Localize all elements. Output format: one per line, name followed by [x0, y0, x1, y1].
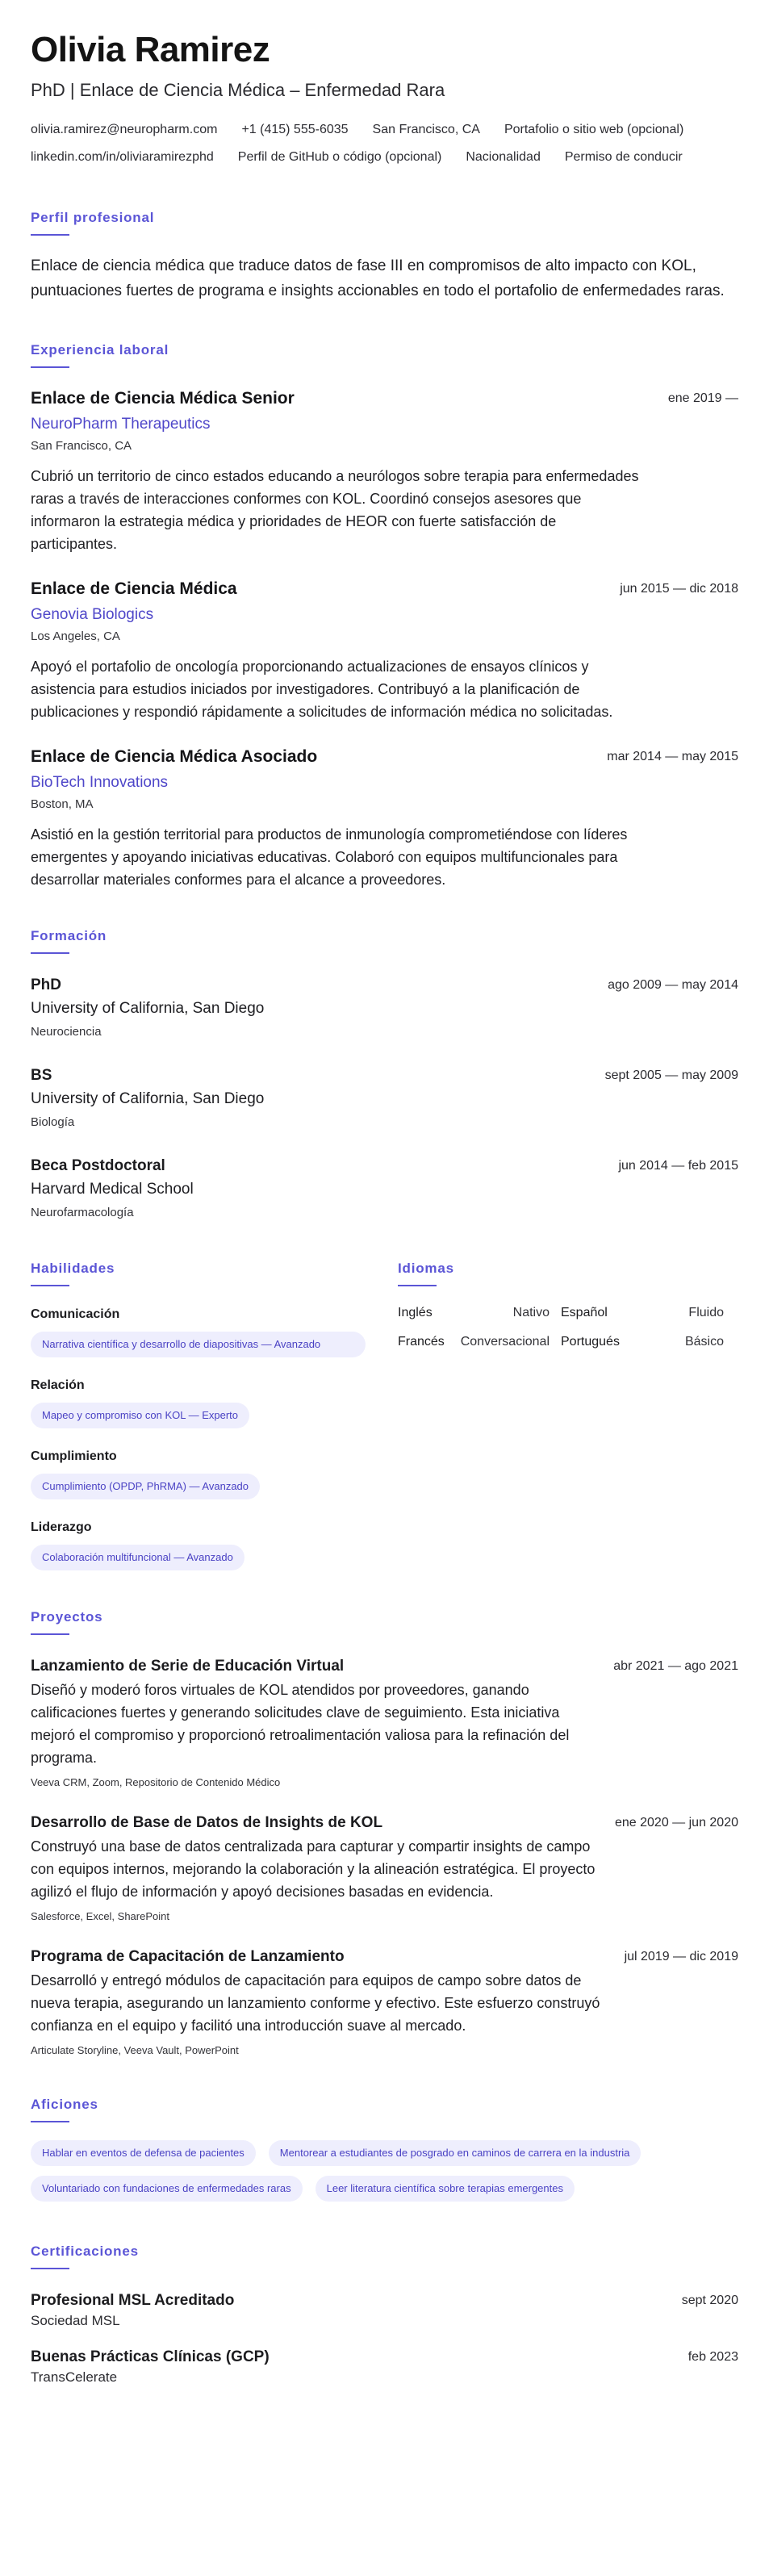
project-tools: Veeva CRM, Zoom, Repositorio de Contenido Médico	[31, 1776, 281, 1788]
company-name: NeuroPharm Therapeutics	[31, 416, 211, 433]
job-description: Cubrió un territorio de cinco estados educando a neurólogos sobre terapia para enfermedades raras a través de interacciones conformes con KOL. Coordinó consejos asesores que informaron la estrategia médica y prioridades de HEOR con fuerte satisfacción de participantes.	[31, 468, 639, 552]
education-date: ago 2009 — may 2014	[608, 978, 738, 992]
project-item	[31, 1947, 738, 2058]
language-level: Conversacional	[460, 1335, 550, 1349]
project-description: Desarrolló y entregó módulos de capacitación para equipos de campo sobre datos de nueva terapia, asegurando un lanzamiento conforme y efectivo. Este esfuerzo construyó confianza en el equipo y facilitó una introducción suave al mercado.	[31, 1972, 600, 2034]
education-date: jun 2014 — feb 2015	[618, 1159, 738, 1173]
field-of-study: Biología	[31, 1115, 75, 1129]
skills-section	[31, 1261, 398, 1570]
project-tools: Salesforce, Excel, SharePoint	[31, 1910, 169, 1922]
contact-list	[31, 116, 738, 171]
certification-name: Profesional MSL Acreditado	[31, 2292, 235, 2309]
languages-grid	[398, 1306, 737, 1349]
section-title: Perfil profesional	[31, 210, 155, 225]
degree: BS	[31, 1067, 52, 1084]
section-divider	[31, 952, 69, 954]
section-divider	[31, 2268, 69, 2269]
hobby-chip: Hablar en eventos de defensa de pacientes	[31, 2140, 256, 2166]
education-item	[31, 1065, 738, 1131]
certification-item	[31, 2347, 738, 2387]
contact-github[interactable]: Perfil de GitHub o código (opcional)	[237, 150, 442, 164]
experience-section	[31, 342, 738, 891]
job-title: Enlace de Ciencia Médica Asociado	[31, 747, 318, 766]
section-divider	[31, 1285, 69, 1286]
contact-phone[interactable]: +1 (415) 555-6035	[241, 123, 349, 136]
hobby-chip: Leer literatura científica sobre terapias emergentes	[316, 2176, 575, 2202]
skill-group	[31, 1448, 398, 1499]
skill-group	[31, 1306, 398, 1357]
job-title: Enlace de Ciencia Médica Senior	[31, 389, 295, 408]
project-description: Construyó una base de datos centralizada para capturar y compartir insights de campo con equipos internos, mejorando la colaboración y la alineación estratégica. El proyecto agilizó el flujo de información y apoyó decisiones basadas en evidencia.	[31, 1838, 596, 1900]
language-name: Español	[561, 1306, 608, 1319]
skill-category: Cumplimiento	[31, 1449, 117, 1463]
project-title: Desarrollo de Base de Datos de Insights de KOL	[31, 1814, 383, 1831]
section-title: Experiencia laboral	[31, 342, 169, 358]
project-item	[31, 1656, 738, 1790]
project-description: Diseñó y moderó foros virtuales de KOL atendidos por proveedores, ganando calificaciones fuertes y generando solicitudes clave de seguimiento. Esta iniciativa mejoró el compromiso y proporcionó retroalimentación valiosa para la refinación del programa.	[31, 1682, 570, 1766]
contact-location: San Francisco, CA	[372, 123, 480, 136]
job-date: jun 2015 — dic 2018	[620, 582, 738, 596]
field-of-study: Neurofarmacología	[31, 1206, 134, 1219]
contact-driving-license: Permiso de conducir	[564, 150, 683, 164]
school-name: University of California, San Diego	[31, 1090, 265, 1107]
candidate-name: Olivia Ramirez	[31, 30, 270, 69]
hobby-list	[31, 2140, 741, 2211]
skill-group	[31, 1519, 398, 1570]
section-title: Formación	[31, 928, 107, 943]
hobbies-section	[31, 2097, 738, 2211]
degree: Beca Postdoctoral	[31, 1157, 165, 1174]
language-level: Básico	[684, 1335, 724, 1349]
resume-header	[31, 29, 738, 171]
degree: PhD	[31, 976, 61, 993]
skill-chip: Colaboración multifuncional — Avanzado	[31, 1545, 244, 1570]
job-date: ene 2019 —	[667, 391, 738, 405]
contact-email[interactable]: olivia.ramirez@neuropharm.com	[31, 123, 218, 136]
skill-category: Liderazgo	[31, 1520, 92, 1534]
language-name: Portugués	[561, 1335, 620, 1349]
project-item	[31, 1813, 738, 1924]
experience-item	[31, 578, 738, 723]
section-title: Proyectos	[31, 1609, 103, 1625]
field-of-study: Neurociencia	[31, 1025, 102, 1039]
certification-date: feb 2023	[688, 2350, 738, 2364]
education-item	[31, 975, 738, 1041]
school-name: University of California, San Diego	[31, 1000, 265, 1017]
job-location: Los Angeles, CA	[31, 629, 120, 643]
job-date: mar 2014 — may 2015	[607, 750, 738, 763]
section-divider	[31, 234, 69, 236]
languages-section	[398, 1261, 737, 1570]
skill-chip: Mapeo y compromiso con KOL — Experto	[31, 1403, 249, 1428]
section-divider	[31, 2121, 69, 2122]
contact-nationality: Nacionalidad	[466, 150, 541, 164]
education-item	[31, 1156, 738, 1222]
skill-category: Relación	[31, 1378, 85, 1392]
certification-date: sept 2020	[681, 2294, 738, 2307]
certification-item	[31, 2290, 738, 2331]
skills-languages-row	[31, 1261, 738, 1570]
project-date: abr 2021 — ago 2021	[613, 1659, 738, 1673]
skill-category: Comunicación	[31, 1307, 120, 1321]
education-date: sept 2005 — may 2009	[604, 1068, 738, 1082]
certification-name: Buenas Prácticas Clínicas (GCP)	[31, 2348, 270, 2365]
language-name: Francés	[398, 1335, 445, 1349]
job-description: Asistió en la gestión territorial para productos de inmunología comprometiéndose con líderes emergentes y apoyando iniciativas educativas. Colaboró con equipos multifuncionales para desarrollar materiales conformes para el alcance a proveedores.	[31, 826, 628, 888]
section-title: Idiomas	[398, 1261, 454, 1276]
project-title: Lanzamiento de Serie de Educación Virtual	[31, 1658, 345, 1675]
hobby-chip: Voluntariado con fundaciones de enfermedades raras	[31, 2176, 303, 2202]
education-section	[31, 928, 738, 1222]
project-date: ene 2020 — jun 2020	[614, 1816, 738, 1830]
job-title: Enlace de Ciencia Médica	[31, 579, 237, 598]
project-tools: Articulate Storyline, Veeva Vault, PowerPoint	[31, 2044, 239, 2056]
language-name: Inglés	[398, 1306, 433, 1319]
section-divider	[31, 366, 69, 368]
section-divider	[31, 1633, 69, 1635]
experience-item	[31, 387, 738, 555]
language-level: Fluido	[688, 1306, 724, 1319]
experience-item	[31, 746, 738, 891]
language-level: Nativo	[512, 1306, 550, 1319]
job-location: San Francisco, CA	[31, 439, 132, 453]
job-description: Apoyó el portafolio de oncología proporcionando actualizaciones de ensayos clínicos y asistencia para estudios iniciados por investigadores. Contribuyó a la planificación de publicaciones y respondió rápidamente a solicitudes de información médica no solicitadas.	[31, 659, 613, 720]
contact-linkedin[interactable]: linkedin.com/in/oliviaramirezphd	[31, 150, 214, 164]
projects-section	[31, 1609, 738, 2058]
certifications-section	[31, 2244, 738, 2387]
company-name: BioTech Innovations	[31, 774, 169, 791]
hobby-chip: Mentorear a estudiantes de posgrado en caminos de carrera en la industria	[269, 2140, 642, 2166]
skill-chip: Cumplimiento (OPDP, PhRMA) — Avanzado	[31, 1474, 260, 1499]
job-location: Boston, MA	[31, 797, 94, 811]
summary-text: Enlace de ciencia médica que traduce datos de fase III en compromisos de alto impacto con KOL, puntuaciones fuertes de programa e insights accionables en todo el portafolio de enfermedades raras.	[31, 257, 725, 299]
contact-portfolio[interactable]: Portafolio o sitio web (opcional)	[504, 123, 684, 136]
skill-group	[31, 1377, 398, 1428]
summary-section	[31, 210, 738, 303]
certification-issuer: Sociedad MSL	[31, 2313, 120, 2328]
company-name: Genovia Biologics	[31, 606, 154, 623]
section-title: Certificaciones	[31, 2244, 139, 2259]
project-title: Programa de Capacitación de Lanzamiento	[31, 1948, 345, 1965]
section-divider	[398, 1285, 437, 1286]
school-name: Harvard Medical School	[31, 1181, 194, 1198]
section-title: Aficiones	[31, 2097, 98, 2112]
section-title: Habilidades	[31, 1261, 115, 1276]
project-date: jul 2019 — dic 2019	[624, 1950, 738, 1963]
certification-issuer: TransCelerate	[31, 2369, 118, 2385]
candidate-headline: PhD | Enlace de Ciencia Médica – Enfermedad Rara	[31, 80, 445, 100]
skill-chip: Narrativa científica y desarrollo de diapositivas — Avanzado	[31, 1332, 366, 1357]
